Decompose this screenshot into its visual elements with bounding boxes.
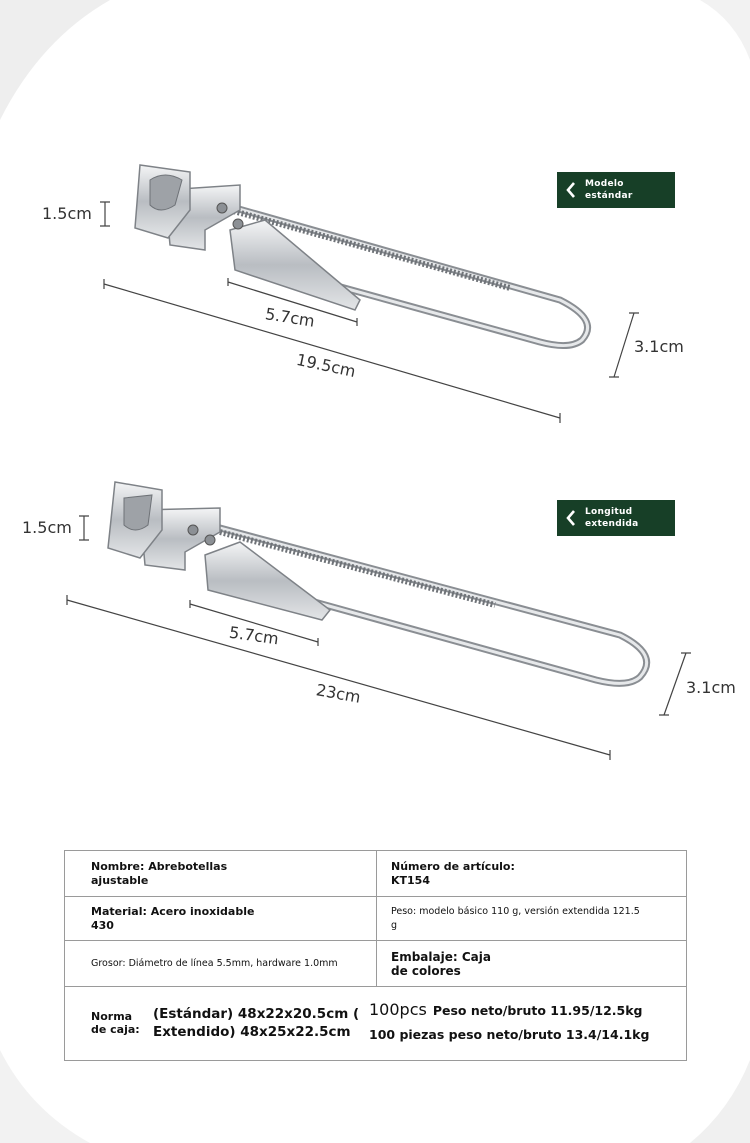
spec-box-qty: 100pcs (369, 1000, 427, 1019)
badge-extended (557, 500, 675, 536)
spec-name-line-2: ajustable (91, 873, 149, 887)
spec-packing-line-2: de colores (391, 963, 461, 978)
spec-material (65, 899, 376, 939)
badge-line-1: Modelo (585, 179, 624, 189)
table-row (65, 897, 687, 941)
spec-box-weight-2: 100 piezas peso neto/bruto 13.4/14.1kg (369, 1027, 650, 1042)
badge-line-1: Longitud (585, 507, 633, 517)
dim-width: 3.1cm (686, 678, 736, 697)
spec-box-dims-line-1: (Estándar) 48x22x20.5cm ( (153, 1005, 360, 1022)
chevron-left-icon (565, 509, 577, 527)
spec-material-line-2: 430 (91, 918, 114, 932)
table-row (65, 851, 687, 897)
dim-length: 23cm (314, 680, 363, 707)
spec-table (64, 850, 687, 1061)
spec-weight-line-2: g (391, 919, 398, 931)
spec-packing-line-1: Embalaje: Caja (391, 949, 491, 964)
badge-line-2: estándar (585, 191, 633, 201)
spec-box-label-line-1: Norma (91, 1009, 133, 1023)
dim-handle: 5.7cm (263, 304, 317, 331)
spec-weight-line-1: Peso: modelo básico 110 g, versión extendida 121.5 (391, 905, 640, 917)
spec-item-line-2: KT154 (391, 873, 430, 887)
spec-box-weights (369, 998, 649, 1047)
spec-material-line-1: Material: Acero inoxidable (91, 904, 255, 918)
product-extended (0, 470, 750, 770)
spec-box-label (91, 1010, 153, 1036)
dim-length: 19.5cm (294, 349, 358, 382)
spec-box (65, 988, 686, 1059)
spec-box-weight-1: Peso neto/bruto 11.95/12.5kg (432, 1003, 643, 1018)
spec-thickness: Grosor: Diámetro de línea 5.5mm, hardware 1.0mm (91, 957, 338, 969)
dim-width: 3.1cm (634, 337, 684, 356)
spec-name-line-1: Nombre: Abrebotellas (91, 859, 228, 873)
table-row (65, 941, 687, 987)
spec-weight (377, 899, 686, 939)
spec-box-dims-line-2: Extendido) 48x25x22.5cm (153, 1023, 351, 1040)
chevron-left-icon (565, 181, 577, 199)
badge-line-2: extendida (585, 519, 639, 529)
spec-name (65, 854, 376, 894)
dim-height: 1.5cm (42, 204, 92, 223)
spec-item-number (377, 854, 686, 894)
product-standard (0, 150, 750, 440)
dim-handle: 5.7cm (227, 622, 280, 649)
badge-standard (557, 172, 675, 208)
dim-height: 1.5cm (22, 518, 72, 537)
spec-box-label-line-2: de caja: (91, 1022, 140, 1036)
table-row (65, 987, 687, 1061)
spec-item-line-1: Número de artículo: (391, 859, 515, 873)
spec-packing (377, 944, 686, 984)
spec-box-dims (153, 1005, 369, 1041)
